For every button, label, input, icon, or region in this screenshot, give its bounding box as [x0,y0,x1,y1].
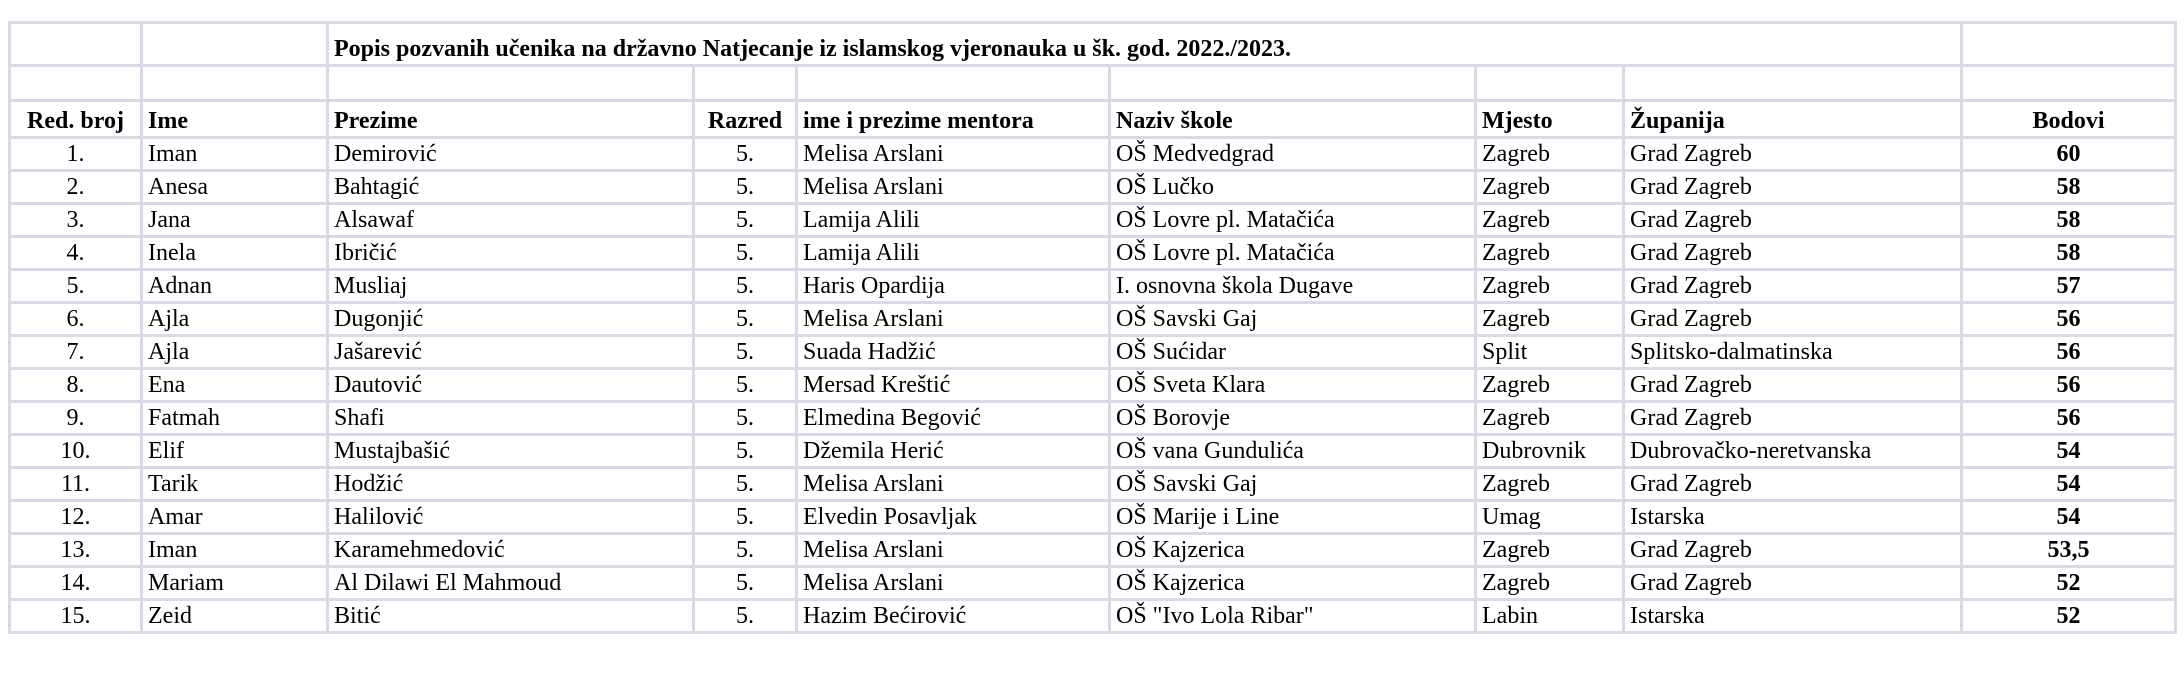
cell-ime[interactable]: Iman [142,534,328,567]
cell-ime[interactable]: Ajla [142,336,328,369]
cell-zupanija[interactable]: Grad Zagreb [1624,534,1962,567]
cell-ime[interactable]: Iman [142,138,328,171]
header-prezime[interactable]: Prezime [328,101,694,138]
cell-red-broj[interactable]: 5. [10,270,142,303]
cell[interactable] [142,23,328,66]
cell-prezime[interactable]: Dugonjić [328,303,694,336]
cell-mjesto[interactable]: Zagreb [1476,303,1624,336]
cell-mentor[interactable]: Elvedin Posavljak [797,501,1110,534]
cell-skola[interactable]: OŠ Kajzerica [1110,534,1476,567]
cell-zupanija[interactable]: Splitsko-dalmatinska [1624,336,1962,369]
cell-skola[interactable]: OŠ Lovre pl. Matačića [1110,204,1476,237]
cell-bodovi[interactable]: 56 [1962,336,2176,369]
cell-mentor[interactable]: Mersad Kreštić [797,369,1110,402]
cell-mentor[interactable]: Melisa Arslani [797,138,1110,171]
cell-zupanija[interactable]: Dubrovačko-neretvanska [1624,435,1962,468]
cell-mjesto[interactable]: Zagreb [1476,204,1624,237]
cell-red-broj[interactable]: 9. [10,402,142,435]
cell-mjesto[interactable]: Zagreb [1476,468,1624,501]
cell-razred[interactable]: 5. [694,237,797,270]
cell-red-broj[interactable]: 8. [10,369,142,402]
cell-prezime[interactable]: Musliaj [328,270,694,303]
table-row [10,336,2176,369]
cell-bodovi[interactable]: 54 [1962,501,2176,534]
cell-bodovi[interactable]: 53,5 [1962,534,2176,567]
cell-zupanija[interactable]: Grad Zagreb [1624,237,1962,270]
cell-mentor[interactable]: Melisa Arslani [797,534,1110,567]
cell-mjesto[interactable]: Umag [1476,501,1624,534]
table-row [10,171,2176,204]
cell-red-broj[interactable]: 1. [10,138,142,171]
header-row [10,101,2176,138]
cell-bodovi[interactable]: 60 [1962,138,2176,171]
cell-mjesto[interactable]: Split [1476,336,1624,369]
cell-mentor[interactable]: Melisa Arslani [797,303,1110,336]
table-row [10,534,2176,567]
cell-razred[interactable]: 5. [694,138,797,171]
cell[interactable] [1476,66,1624,101]
cell-mjesto[interactable]: Zagreb [1476,237,1624,270]
cell-skola[interactable]: OŠ Marije i Line [1110,501,1476,534]
cell-razred[interactable]: 5. [694,567,797,600]
cell-mentor[interactable]: Melisa Arslani [797,567,1110,600]
header-skola[interactable]: Naziv škole [1110,101,1476,138]
blank-row [10,66,2176,101]
cell-razred[interactable]: 5. [694,171,797,204]
cell-skola[interactable]: OŠ Sveta Klara [1110,369,1476,402]
cell-skola[interactable]: OŠ Sućidar [1110,336,1476,369]
cell-razred[interactable]: 5. [694,369,797,402]
cell-mentor[interactable]: Lamija Alili [797,204,1110,237]
cell-red-broj[interactable]: 4. [10,237,142,270]
table-row [10,402,2176,435]
cell[interactable] [1110,66,1476,101]
cell-skola[interactable]: OŠ Medvedgrad [1110,138,1476,171]
cell-zupanija[interactable]: Grad Zagreb [1624,270,1962,303]
cell-skola[interactable]: OŠ Lučko [1110,171,1476,204]
cell-ime[interactable]: Mariam [142,567,328,600]
cell-zupanija[interactable]: Grad Zagreb [1624,402,1962,435]
cell[interactable] [1962,66,2176,101]
cell-razred[interactable]: 5. [694,402,797,435]
cell-prezime[interactable]: Bitić [328,600,694,633]
cell-mentor[interactable]: Lamija Alili [797,237,1110,270]
cell-ime[interactable]: Elif [142,435,328,468]
cell-mjesto[interactable]: Dubrovnik [1476,435,1624,468]
cell[interactable] [1962,23,2176,66]
cell-mjesto[interactable]: Zagreb [1476,138,1624,171]
cell-red-broj[interactable]: 10. [10,435,142,468]
cell-bodovi[interactable]: 58 [1962,171,2176,204]
cell-razred[interactable]: 5. [694,204,797,237]
cell-mentor[interactable]: Džemila Herić [797,435,1110,468]
cell-prezime[interactable]: Mustajbašić [328,435,694,468]
title-row [10,23,2176,66]
cell-zupanija[interactable]: Grad Zagreb [1624,567,1962,600]
cell-mjesto[interactable]: Zagreb [1476,171,1624,204]
cell-red-broj[interactable]: 11. [10,468,142,501]
table-row [10,435,2176,468]
cell-bodovi[interactable]: 56 [1962,402,2176,435]
cell-razred[interactable]: 5. [694,468,797,501]
cell-zupanija[interactable]: Grad Zagreb [1624,303,1962,336]
cell-red-broj[interactable]: 14. [10,567,142,600]
cell[interactable] [1624,66,1962,101]
header-mentor[interactable]: ime i prezime mentora [797,101,1110,138]
header-zupanija[interactable]: Županija [1624,101,1962,138]
cell-mentor[interactable]: Haris Opardija [797,270,1110,303]
header-razred[interactable]: Razred [694,101,797,138]
cell-mentor[interactable]: Melisa Arslani [797,171,1110,204]
cell-prezime[interactable]: Bahtagić [328,171,694,204]
table-row [10,600,2176,633]
table-row [10,270,2176,303]
cell[interactable] [328,66,694,101]
cell-mjesto[interactable]: Labin [1476,600,1624,633]
cell-razred[interactable]: 5. [694,600,797,633]
cell-mjesto[interactable]: Zagreb [1476,534,1624,567]
cell-red-broj[interactable]: 7. [10,336,142,369]
cell-bodovi[interactable]: 54 [1962,435,2176,468]
cell-zupanija[interactable]: Grad Zagreb [1624,369,1962,402]
cell-razred[interactable]: 5. [694,435,797,468]
table-row [10,237,2176,270]
cell-skola[interactable]: OŠ vana Gundulića [1110,435,1476,468]
cell-prezime[interactable]: Jašarević [328,336,694,369]
cell-skola[interactable]: OŠ Borovje [1110,402,1476,435]
cell-ime[interactable]: Fatmah [142,402,328,435]
cell-bodovi[interactable]: 58 [1962,204,2176,237]
cell-bodovi[interactable]: 54 [1962,468,2176,501]
cell-red-broj[interactable]: 2. [10,171,142,204]
cell-ime[interactable]: Adnan [142,270,328,303]
cell-zupanija[interactable]: Grad Zagreb [1624,468,1962,501]
cell[interactable] [10,23,142,66]
cell-ime[interactable]: Ena [142,369,328,402]
cell[interactable] [10,66,142,101]
cell-zupanija[interactable]: Grad Zagreb [1624,204,1962,237]
table-row [10,204,2176,237]
cell-red-broj[interactable]: 3. [10,204,142,237]
cell-mentor[interactable]: Hazim Bećirović [797,600,1110,633]
cell-prezime[interactable]: Karamehmedović [328,534,694,567]
cell-zupanija[interactable]: Istarska [1624,600,1962,633]
cell-ime[interactable]: Zeid [142,600,328,633]
cell-razred[interactable]: 5. [694,501,797,534]
header-ime[interactable]: Ime [142,101,328,138]
cell-ime[interactable]: Jana [142,204,328,237]
cell-razred[interactable]: 5. [694,303,797,336]
header-bodovi[interactable]: Bodovi [1962,101,2176,138]
cell-skola[interactable]: OŠ Savski Gaj [1110,468,1476,501]
table-row [10,468,2176,501]
cell-prezime[interactable]: Halilović [328,501,694,534]
cell-zupanija[interactable]: Grad Zagreb [1624,171,1962,204]
cell-ime[interactable]: Ajla [142,303,328,336]
cell-prezime[interactable]: Al Dilawi El Mahmoud [328,567,694,600]
cell-mentor[interactable]: Melisa Arslani [797,468,1110,501]
cell-bodovi[interactable]: 56 [1962,369,2176,402]
cell[interactable] [797,66,1110,101]
cell-skola[interactable]: I. osnovna škola Dugave [1110,270,1476,303]
cell-prezime[interactable]: Dautović [328,369,694,402]
header-red-broj[interactable]: Red. broj [10,101,142,138]
cell-bodovi[interactable]: 52 [1962,567,2176,600]
cell-skola[interactable]: OŠ Kajzerica [1110,567,1476,600]
cell-prezime[interactable]: Alsawaf [328,204,694,237]
cell-razred[interactable]: 5. [694,534,797,567]
cell-zupanija[interactable]: Istarska [1624,501,1962,534]
cell-mentor[interactable]: Elmedina Begović [797,402,1110,435]
cell-skola[interactable]: OŠ "Ivo Lola Ribar" [1110,600,1476,633]
cell-bodovi[interactable]: 56 [1962,303,2176,336]
cell-ime[interactable]: Inela [142,237,328,270]
cell-ime[interactable]: Amar [142,501,328,534]
cell-bodovi[interactable]: 58 [1962,237,2176,270]
cell-red-broj[interactable]: 13. [10,534,142,567]
cell-red-broj[interactable]: 15. [10,600,142,633]
cell-zupanija[interactable]: Grad Zagreb [1624,138,1962,171]
cell-prezime[interactable]: Demirović [328,138,694,171]
cell-skola[interactable]: OŠ Savski Gaj [1110,303,1476,336]
cell-mjesto[interactable]: Zagreb [1476,567,1624,600]
table-row [10,567,2176,600]
cell-mjesto[interactable]: Zagreb [1476,402,1624,435]
cell-ime[interactable]: Tarik [142,468,328,501]
header-mjesto[interactable]: Mjesto [1476,101,1624,138]
cell[interactable] [694,66,797,101]
cell-razred[interactable]: 5. [694,336,797,369]
cell[interactable] [142,66,328,101]
cell-prezime[interactable]: Shafi [328,402,694,435]
cell-mentor[interactable]: Suada Hadžić [797,336,1110,369]
page-title: Popis pozvanih učenika na državno Natjecanje iz islamskog vjeronauka u šk. god. 2022./2023. [328,23,1962,66]
cell-mjesto[interactable]: Zagreb [1476,369,1624,402]
cell-red-broj[interactable]: 6. [10,303,142,336]
cell-bodovi[interactable]: 52 [1962,600,2176,633]
table-row [10,303,2176,336]
cell-prezime[interactable]: Ibričić [328,237,694,270]
cell-bodovi[interactable]: 57 [1962,270,2176,303]
cell-mjesto[interactable]: Zagreb [1476,270,1624,303]
table-row [10,501,2176,534]
student-list-table [8,21,2177,634]
cell-prezime[interactable]: Hodžić [328,468,694,501]
cell-ime[interactable]: Anesa [142,171,328,204]
table-row [10,138,2176,171]
table-row [10,369,2176,402]
cell-skola[interactable]: OŠ Lovre pl. Matačića [1110,237,1476,270]
cell-red-broj[interactable]: 12. [10,501,142,534]
cell-razred[interactable]: 5. [694,270,797,303]
